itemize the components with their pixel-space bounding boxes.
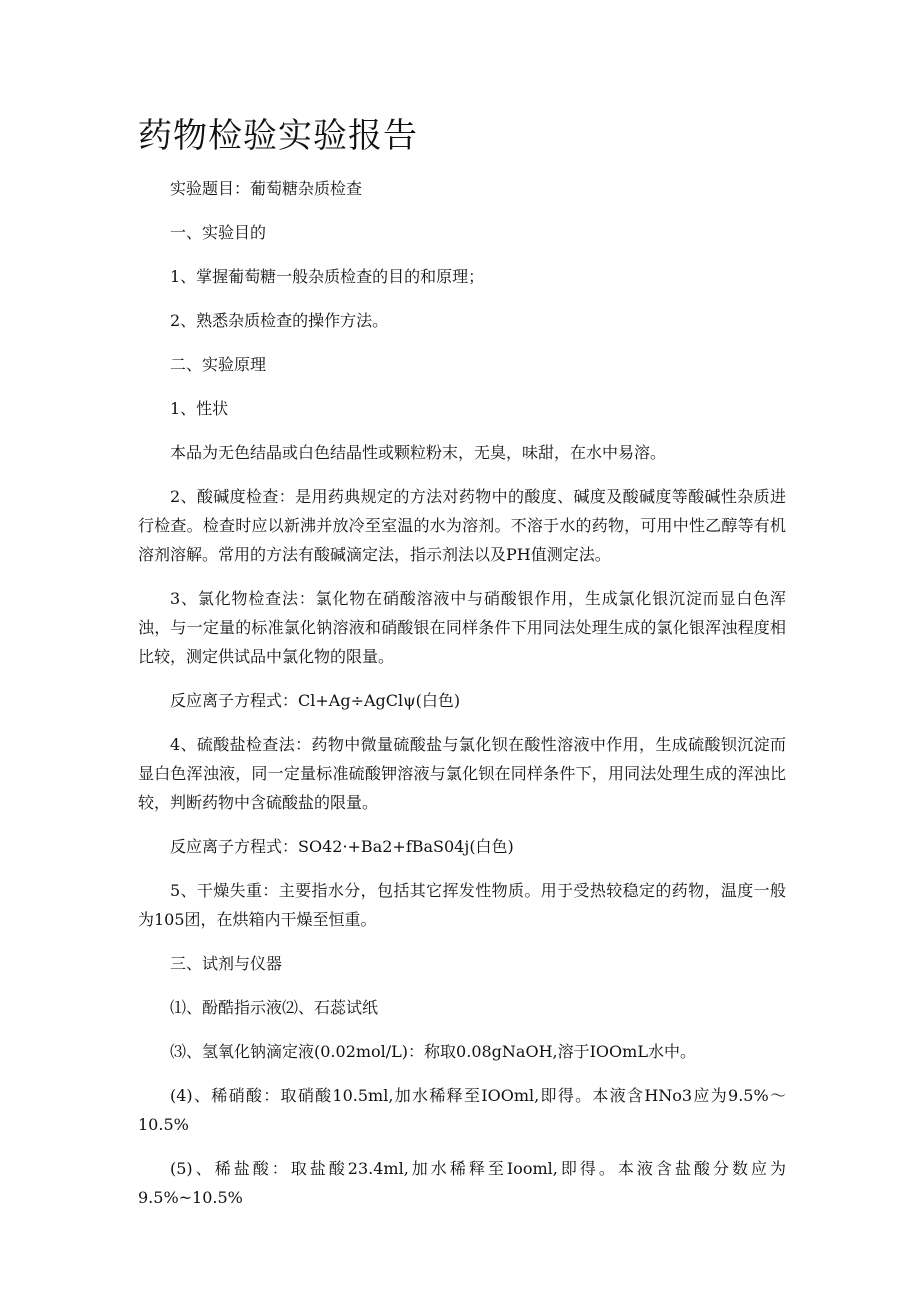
- reagent-item-5: (5)、稀盐酸：取盐酸23.4ml,加水稀释至Iooml,即得。本液含盐酸分数应为9.5%~10.5%: [138, 1159, 786, 1207]
- reagent-item-1-2: ⑴、酚酷指示液⑵、石蕊试纸: [170, 998, 379, 1017]
- properties-paragraph: 本品为无色结晶或白色结晶性或颗粒粉末，无臭，味甜，在水中易溶。: [170, 443, 667, 462]
- purpose-item-2: 2、熟悉杂质检查的操作方法。: [170, 311, 389, 330]
- section-heading-reagents: 三、试剂与仪器: [170, 954, 283, 973]
- purpose-item-1: 1、掌握葡萄糖一般杂质检查的目的和原理；: [170, 267, 485, 286]
- principle-subheading-properties: 1、性状: [170, 399, 229, 418]
- document-title: 药物检验实验报告: [138, 116, 418, 156]
- section-heading-principle: 二、实验原理: [170, 355, 267, 374]
- section-heading-purpose: 一、实验目的: [170, 223, 267, 242]
- chloride-equation: 反应离子方程式：Cl+Ag÷AgClψ(白色): [170, 691, 461, 710]
- reagent-item-4: (4)、稀硝酸：取硝酸10.5ml,加水稀释至IOOml,即得。本液含HNo3应为9.5%～10.5%: [138, 1086, 786, 1134]
- chloride-paragraph: 3、氯化物检查法：氯化物在硝酸溶液中与硝酸银作用，生成氯化银沉淀而显白色浑浊，与一定量的标准氯化钠溶液和硝酸银在同样条件下用同法处理生成的氯化银浑浊程度相比较，测定供试品中氯化物的限量。: [138, 589, 786, 666]
- reagent-item-3: ⑶、氢氧化钠滴定液(0.02mol∕L)：称取0.08gNaOH,溶于IOOmL水中。: [170, 1042, 696, 1061]
- document-page: [138, 112, 786, 1227]
- acidity-paragraph: 2、酸碱度检查：是用药典规定的方法对药物中的酸度、碱度及酸碱度等酸碱性杂质进行检查。检查时应以新沸并放冷至室温的水为溶剂。不溶于水的药物，可用中性乙醇等有机溶剂溶解。常用的方法有酸碱滴定法，指示剂法以及PH值测定法。: [138, 487, 786, 564]
- sulfate-paragraph: 4、硫酸盐检查法：药物中微量硫酸盐与氯化钡在酸性溶液中作用，生成硫酸钡沉淀而显白色浑浊液，同一定量标准硫酸钾溶液与氯化钡在同样条件下，用同法处理生成的浑浊比较，判断药物中含硫酸盐的限量。: [138, 735, 786, 812]
- drying-loss-paragraph: 5、干燥失重：主要指水分，包括其它挥发性物质。用于受热较稳定的药物，温度一般为105团，在烘箱内干燥至恒重。: [138, 881, 786, 929]
- experiment-topic: 实验题目：葡萄糖杂质检查: [170, 179, 363, 198]
- sulfate-equation: 反应离子方程式：SO42·+Ba2+fBaS04j(白色): [170, 837, 514, 856]
